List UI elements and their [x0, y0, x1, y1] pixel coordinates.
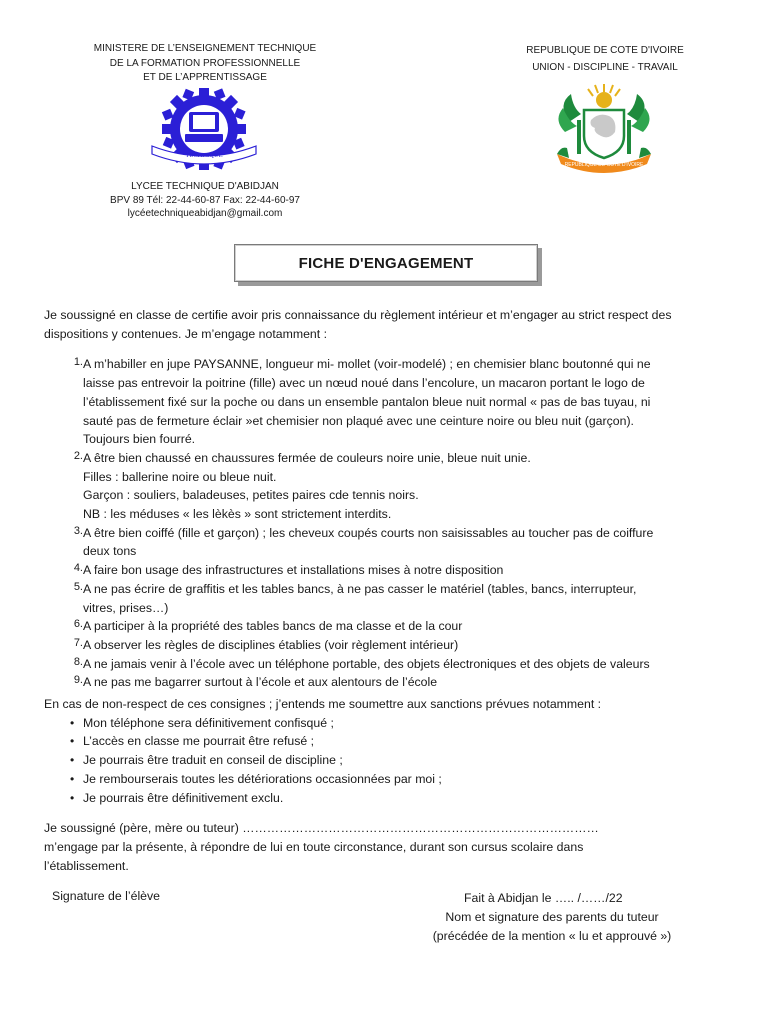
rule-item	[44, 673, 720, 692]
rule-line: A participer à la propriété des tables bancs de ma classe et de la cour	[83, 619, 463, 634]
rule-line: sauté pas de fermeture éclair »et chemisier non plaqué avec une ceinture noire ou bleu nuit (garçon).	[83, 413, 634, 428]
school-name: LYCEE TECHNIQUE D'ABIDJAN	[131, 181, 279, 192]
sanctions-intro: En cas de non-respect de ces consignes ; j’entends me soumettre aux sanctions prévues notamment :	[44, 697, 602, 712]
document-body	[44, 306, 720, 875]
rule-line: laisse pas entrevoir la poitrine (fille) avec un nœud noué dans l’encolure, un macaron portant le logo de	[83, 376, 645, 391]
coat-of-arms-icon	[551, 84, 657, 174]
place-date: Fait à Abidjan le ….. /……/22	[464, 891, 623, 905]
republic-header	[500, 42, 710, 76]
rule-line: Toujours bien fourré.	[83, 432, 196, 447]
ministry-header	[60, 42, 350, 86]
parent-signature-block	[400, 889, 700, 946]
rule-line: l’établissement fixé sur la poche ou dans un ensemble pantalon bleue nuit normal « pas de bas tuyau, ni	[83, 394, 651, 409]
rule-number: 2.	[73, 449, 83, 462]
republic-line: REPUBLIQUE DE COTE D'IVOIRE	[526, 45, 684, 56]
school-logo-text: TECHNIQUE	[185, 152, 223, 159]
rule-line: deux tons	[83, 544, 137, 559]
ministry-line: DE LA FORMATION PROFESSIONNELLE	[109, 57, 301, 69]
rule-line: A m’habiller en jupe PAYSANNE, longueur mi- mollet (voir-modelé) ; en chemisier blanc boutonné qui ne	[83, 357, 651, 372]
rule-number: 1.	[73, 356, 83, 369]
rule-number: 8.	[73, 655, 83, 668]
sanction-item: • Je rembourserais toutes les détériorations occasionnées par moi ;	[70, 770, 720, 789]
ministry-line: MINISTERE DE L’ENSEIGNEMENT TECHNIQUE	[93, 43, 317, 54]
ministry-line: ET DE L’APPRENTISSAGE	[143, 72, 267, 83]
parent-signature-label: Nom et signature des parents du tuteur	[445, 910, 659, 924]
rule-line: NB : les méduses « les lèkès » sont strictement interdits.	[83, 507, 392, 522]
parent-statement	[44, 819, 720, 875]
rule-line: A ne pas me bagarrer surtout à l’école et aux alentours de l’école	[83, 675, 438, 690]
sanctions-list	[44, 714, 720, 808]
rule-item	[44, 449, 720, 524]
rule-item	[44, 355, 720, 449]
rule-item	[44, 655, 720, 674]
parent-statement-line: m’engage par la présente, à répondre de lui en toute circonstance, durant son cursus scolaire dans	[44, 839, 584, 854]
rule-line: A ne pas écrire de graffitis et les tables bancs, à ne pas casser le matériel (tables, bancs, interrupteur,	[83, 581, 637, 596]
approval-mention: (précédée de la mention « lu et approuvé »)	[432, 929, 672, 943]
rule-line: A faire bon usage des infrastructures et installations mises à notre disposition	[83, 563, 504, 578]
rule-line: Garçon : souliers, baladeuses, petites paires cde tennis noirs.	[83, 488, 419, 503]
rule-item	[44, 561, 720, 580]
document-title	[234, 244, 538, 282]
school-email: lycéetechniqueabidjan@gmail.com	[127, 208, 283, 219]
rules-list	[44, 355, 720, 692]
sanction-item: • Je pourrais être définitivement exclu.	[70, 789, 720, 808]
coat-banner-text: REPUBLIQUE DE CÔTE D'IVOIRE	[564, 162, 644, 168]
parent-statement-line: Je soussigné (père, mère ou tuteur) ……………………………………………………………………………	[44, 821, 599, 836]
rule-line: A être bien coiffé (fille et garçon) ; les cheveux coupés courts non saisissables au toucher pas de coiffure	[83, 525, 654, 540]
rule-number: 6.	[73, 618, 83, 631]
rule-number: 7.	[73, 636, 83, 649]
rule-item	[44, 580, 720, 617]
rule-line: A observer les règles de disciplines établies (voir règlement intérieur)	[83, 637, 459, 652]
rule-number: 4.	[73, 562, 83, 575]
sanction-item: • Je pourrais être traduit en conseil de discipline ;	[70, 751, 720, 770]
student-signature-label: Signature de l’élève	[52, 889, 161, 903]
rule-line: vitres, prises…)	[83, 600, 169, 615]
rule-number: 3.	[73, 524, 83, 537]
document-title-text: FICHE D'ENGAGEMENT	[298, 254, 474, 272]
rule-line: A être bien chaussé en chaussures fermée de couleurs noire unie, bleue nuit unie.	[83, 450, 531, 465]
sanction-item: • Mon téléphone sera définitivement confisqué ;	[70, 714, 720, 733]
intro-paragraph: Je soussigné en classe de certifie avoir pris connaissance du règlement intérieur et m’engager au strict respect des dispositions y contenues. Je m’engage notamment :	[44, 308, 672, 341]
parent-statement-line: l’établissement.	[44, 858, 129, 873]
school-contact: BPV 89 Tél: 22-44-60-87 Fax: 22-44-60-97	[110, 194, 300, 206]
school-info	[80, 180, 330, 221]
rule-item	[44, 617, 720, 636]
school-logo-icon	[148, 88, 260, 170]
rule-line: A ne jamais venir à l’école avec un téléphone portable, des objets électroniques et des objets de valeurs	[83, 656, 650, 671]
motto-line: UNION - DISCIPLINE - TRAVAIL	[532, 62, 678, 73]
rule-number: 9.	[73, 674, 83, 687]
rule-line: Filles : ballerine noire ou bleue nuit.	[83, 469, 277, 484]
sanction-item: • L’accès en classe me pourrait être refusé ;	[70, 732, 720, 751]
rule-item	[44, 524, 720, 561]
rule-item	[44, 636, 720, 655]
rule-number: 5.	[73, 580, 83, 593]
